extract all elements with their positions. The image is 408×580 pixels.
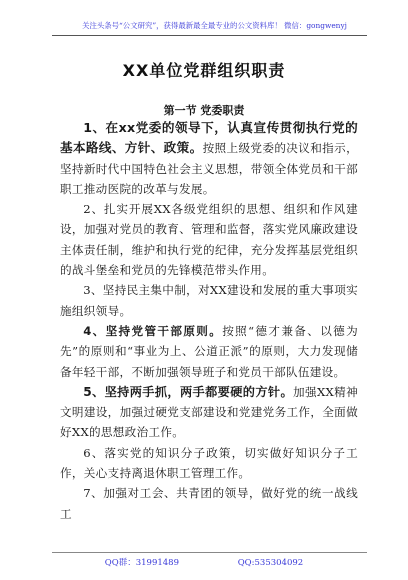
paragraph-5-bold: 5、坚持两手抓，两手都要硬的方针。 <box>83 384 294 399</box>
paragraph-2-text: 2、扎实开展XX各级党组织的思想、组织和作风建设，加强对党员的教育、管理和监督，落实党风廉政建设主体责任制，维护和执行党的纪律，充分发挥基层党组织的战斗堡垒和党员的先锋模范带头作用。 <box>60 202 358 278</box>
paragraph-4-text: 按照“德才兼备、以德为先”的原则和“事业为上、公道正派”的原则，大力发现储备年轻干部，不断加强领导班子和党员干部队伍建设。 <box>60 323 359 379</box>
paragraph-7 <box>60 483 358 524</box>
footer-qq-contact: QQ:535304092 <box>237 558 304 568</box>
paragraph-6 <box>60 443 358 484</box>
document-body <box>60 118 358 524</box>
paragraph-1-text: 按照上级党委的决议和指示，坚持新时代中国特色社会主义思想，带领全体党员和干部职工推动医院的改革与发展。 <box>60 141 358 196</box>
paragraph-2 <box>60 199 358 280</box>
footer-divider <box>52 552 367 553</box>
header-notice: 关注头条号“公文研究”，获得最新最全最专业的公文资料库！ 微信：gongwenyj <box>82 21 347 30</box>
paragraph-7-text: 7、加强对工会、共青团的领导，做好党的统一战线工 <box>60 486 358 521</box>
paragraph-3 <box>60 280 358 321</box>
header-divider <box>52 35 367 36</box>
paragraph-1 <box>60 118 358 199</box>
document-title: XX单位党群组织职责 <box>122 61 286 80</box>
footer-contact <box>0 556 408 568</box>
paragraph-3-text: 3、坚持民主集中制，对XX建设和发展的重大事项实施组织领导。 <box>60 283 358 318</box>
paragraph-5 <box>60 382 358 443</box>
paragraph-4-bold: 4、坚持党管干部原则。 <box>83 323 223 338</box>
footer-qq-group: QQ群：31991489 <box>104 558 179 568</box>
paragraph-1-bold: 1、在xx党委的领导下，认真宣传贯彻执行党的基本路线、方针、政策。 <box>60 120 358 156</box>
paragraph-4 <box>60 321 358 382</box>
paragraph-6-text: 6、落实党的知识分子政策，切实做好知识分子工作，关心支持离退休职工管理工作。 <box>60 445 358 481</box>
paragraph-5-text: 加强XX精神文明建设，加强过硬党支部建设和党建党务工作，全面做好XX的思想政治工作。 <box>60 384 358 440</box>
section-title: 第一节 党委职责 <box>163 104 245 117</box>
